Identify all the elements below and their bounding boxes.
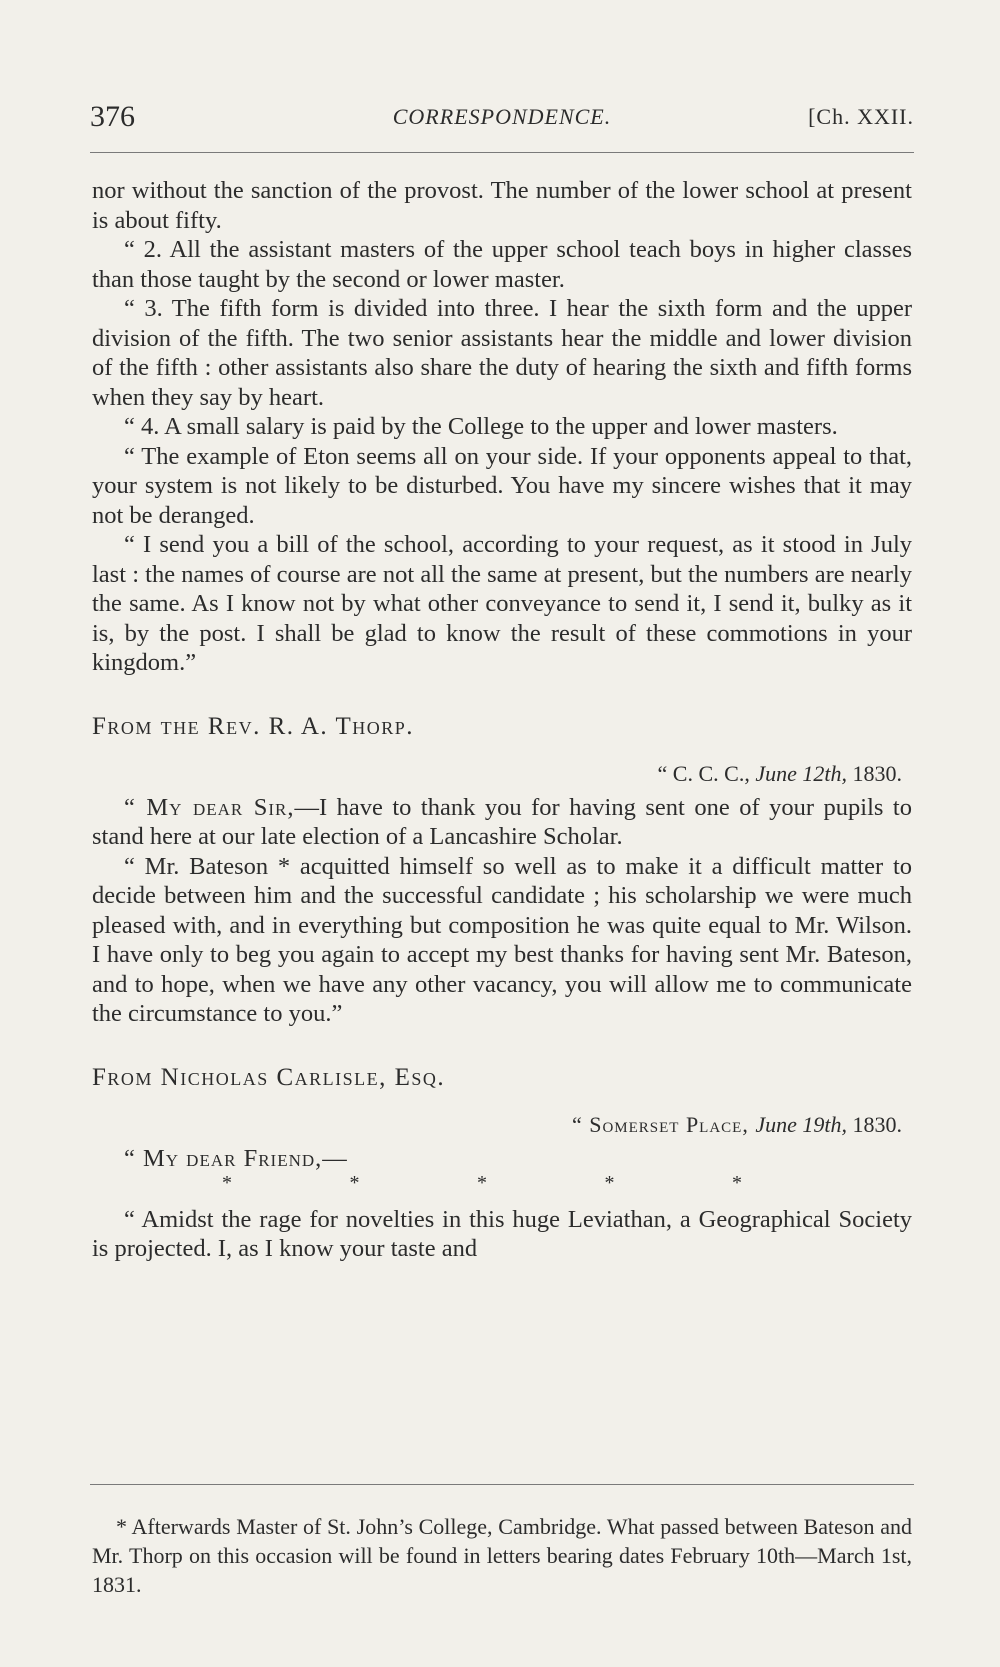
dateline-year: 1830. [847,761,902,786]
paragraph: “ I send you a bill of the school, according to your request, as it stood in July last : the names of course are not all the same at present, but the numbers are nearly the same. As I know not by what other conveyance to send it, I send it, bulky as it is, by the post. I shall be glad to know the result of these commotions in your kingdom.” [92,531,912,676]
paragraph: “ The example of Eton seems all on your side. If your opponents appeal to that, your system is not likely to be disturbed. You have my sincere wishes that it may not be deranged. [92,442,912,529]
header-rule [90,152,914,153]
page-body [92,176,912,1264]
asterisk: * [732,1172,742,1194]
paragraph: “ Mr. Bateson * acquitted himself so well as to make it a difficult matter to decide between him and the successful candidate ; his scholarship we were much pleased with, and in everything but composition he was quite equal to Mr. Wilson. I have only to beg you again to accept my best thanks for having sent Mr. Bateson, and to hope, when we have any other vacancy, you will allow me to communicate the circumstance to you.” [92,852,912,1027]
dateline-day: June 12th, [755,761,847,786]
running-title: CORRESPONDENCE. [392,104,612,129]
salutation: “ My dear Sir, [124,793,295,821]
chapter-label: [Ch. XXII. [808,104,914,129]
dateline-day: June 19th, [755,1112,847,1137]
letter-heading: From Nicholas Carlisle, Esq. [92,1063,446,1091]
asterisk: * [349,1172,360,1194]
footnote-rule [90,1484,914,1485]
letter-dateline [92,1110,912,1140]
paragraph: “ 2. All the assistant masters of the upper school teach boys in higher classes than those taught by the second or lower master. [92,236,912,293]
letter-dateline [92,759,912,789]
dateline-place: “ C. C. C., [657,761,756,786]
asterisk: * [604,1172,615,1194]
paragraph: “ 3. The fifth form is divided into three. I hear the sixth form and the upper division of the fifth. The two senior assistants hear the middle and lower division of the fifth : other assistants also share the duty of hearing the sixth and fifth forms when they say by heart. [92,295,912,411]
salutation: “ My dear Friend,— [124,1144,348,1172]
footnote [92,1512,912,1599]
asterisk: * [477,1172,487,1194]
letter-heading: From the Rev. R. A. Thorp. [92,712,415,740]
footnote-text: * Afterwards Master of St. John’s College, Cambridge. What passed between Bateson and Mr. Thorp on this occasion will be found in letters bearing dates February 10th—March 1st, 1831. [92,1514,912,1597]
page-header [90,100,914,140]
page-number: 376 [90,100,135,133]
paragraph-text: —I have to thank you for having sent one of your pupils to stand here at our late election of a Lancashire Scholar. [92,793,912,850]
dateline-place: “ Somerset Place, [571,1112,756,1137]
dateline-year: 1830. [847,1112,902,1137]
paragraph: nor without the sanction of the provost. The number of the lower school at present is about fifty. [92,177,912,234]
asterisk: * [222,1172,232,1194]
paragraph [92,793,912,852]
asterisk-break [222,1169,742,1199]
paragraph: “ 4. A small salary is paid by the College to the upper and lower masters. [124,413,838,440]
paragraph: “ Amidst the rage for novelties in this huge Leviathan, a Geographical Society is projected. I, as I know your taste and [92,1205,912,1262]
